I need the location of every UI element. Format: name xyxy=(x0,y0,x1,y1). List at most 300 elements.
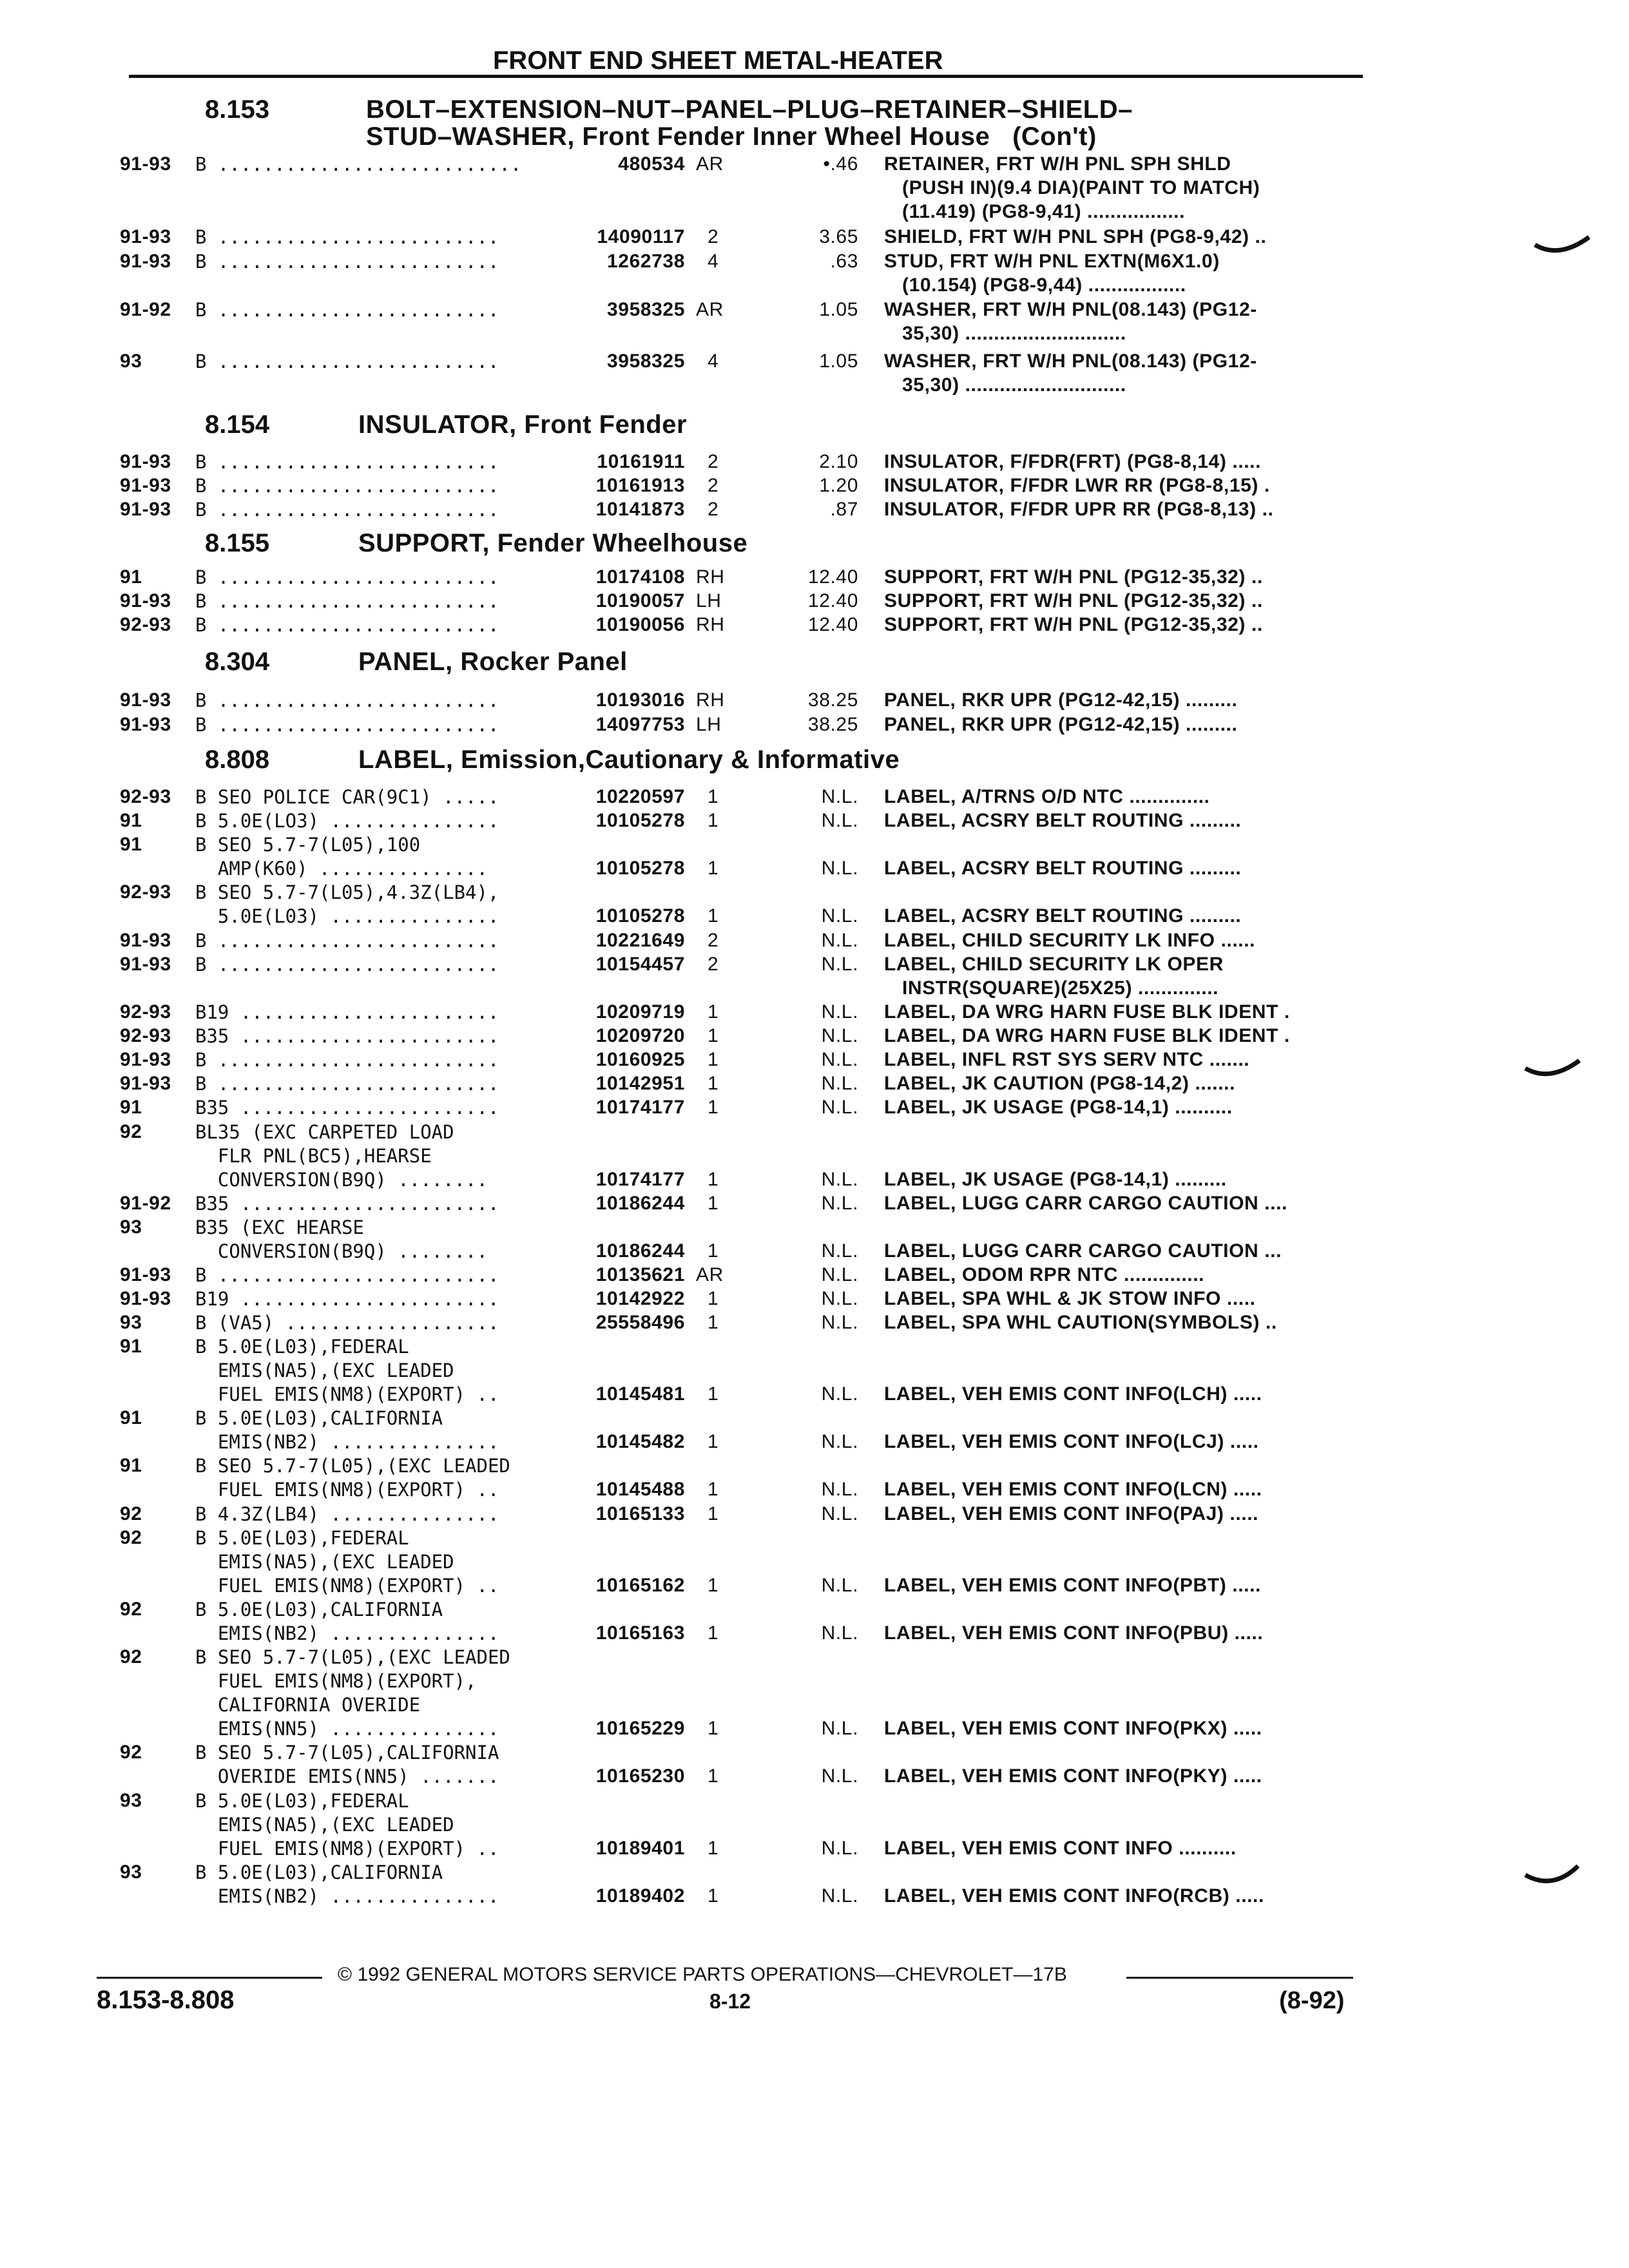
part-row xyxy=(0,786,1629,810)
part-row xyxy=(0,1073,1629,1097)
quantity: 4 xyxy=(708,251,719,272)
part-description: SHIELD, FRT W/H PNL SPH (PG8-9,42) .. xyxy=(884,226,1267,247)
part-row xyxy=(0,226,1629,250)
part-description: LABEL, VEH EMIS CONT INFO(LCN) ..... xyxy=(884,1479,1262,1500)
part-row xyxy=(0,1121,1629,1193)
section-number: 8.153 xyxy=(205,95,270,124)
section-number: 8.304 xyxy=(205,648,270,676)
part-description: LABEL, VEH EMIS CONT INFO(LCJ) ..... xyxy=(884,1431,1259,1452)
model-year: 91-93 xyxy=(120,1073,171,1094)
list-price: 3.65 xyxy=(819,226,858,247)
part-row xyxy=(0,1288,1629,1312)
usage-text: B35 ....................... xyxy=(195,1193,499,1215)
footer-rule-left xyxy=(97,1977,322,1979)
quantity: 1 xyxy=(708,1097,719,1118)
section-number: 8.155 xyxy=(205,529,270,557)
part-description: RETAINER, FRT W/H PNL SPH SHLD xyxy=(884,153,1231,175)
model-year: 91 xyxy=(120,834,142,855)
part-number: 3958325 xyxy=(607,351,685,372)
part-number: 10221649 xyxy=(595,930,685,951)
quantity: 1 xyxy=(708,1622,719,1644)
usage-text: B ......................... xyxy=(195,475,499,497)
part-row xyxy=(0,930,1629,954)
usage-text: B SEO 5.7-7(L05),(EXC LEADED xyxy=(195,1455,510,1477)
part-number: 10141873 xyxy=(595,499,685,520)
usage-text: B SEO 5.7-7(L05),100 xyxy=(195,834,421,856)
quantity: RH xyxy=(696,614,725,635)
part-number: 10135621 xyxy=(595,1264,685,1285)
model-year: 92 xyxy=(120,1742,142,1763)
part-number: 1262738 xyxy=(607,251,685,272)
section-title: INSULATOR, Front Fender xyxy=(358,410,688,439)
list-price: 12.40 xyxy=(807,566,858,588)
list-price: N.L. xyxy=(821,1479,858,1500)
quantity: 1 xyxy=(708,1049,719,1070)
part-description: LABEL, SPA WHL CAUTION(SYMBOLS) .. xyxy=(884,1312,1277,1333)
usage-text: BL35 (EXC CARPETED LOAD xyxy=(195,1121,454,1143)
model-year: 91-92 xyxy=(120,299,171,320)
list-price: N.L. xyxy=(821,1575,858,1596)
part-description: LABEL, ODOM RPR NTC .............. xyxy=(884,1264,1205,1285)
list-price: N.L. xyxy=(821,1049,858,1070)
quantity: 1 xyxy=(708,1240,719,1262)
quantity: 1 xyxy=(708,1503,719,1524)
model-year: 91-93 xyxy=(120,226,171,247)
quantity: 1 xyxy=(708,1169,719,1190)
model-year: 91-93 xyxy=(120,451,171,472)
part-description: LABEL, DA WRG HARN FUSE BLK IDENT . xyxy=(884,1001,1290,1023)
usage-text: B ......................... xyxy=(195,1073,499,1095)
list-price: N.L. xyxy=(821,1622,858,1644)
part-description: LABEL, VEH EMIS CONT INFO .......... xyxy=(884,1838,1237,1859)
model-year: 91 xyxy=(120,1407,142,1428)
part-number: 10174177 xyxy=(595,1169,685,1190)
model-year: 92 xyxy=(120,1503,142,1524)
part-description: INSTR(SQUARE)(25X25) .............. xyxy=(902,977,1219,999)
usage-text: EMIS(NB2) ............... xyxy=(195,1885,499,1907)
part-number: 10189401 xyxy=(595,1838,685,1859)
header-rule xyxy=(129,75,1363,78)
model-year: 93 xyxy=(120,1861,142,1883)
usage-text: FUEL EMIS(NM8)(EXPORT) .. xyxy=(195,1575,499,1597)
usage-text: B ......................... xyxy=(195,954,499,975)
part-number: 10154457 xyxy=(595,954,685,975)
list-price: 12.40 xyxy=(807,614,858,635)
usage-text: B ......................... xyxy=(195,614,499,636)
list-price: N.L. xyxy=(821,1169,858,1190)
part-number: 10105278 xyxy=(595,858,685,879)
quantity: 1 xyxy=(708,1838,719,1859)
part-row xyxy=(0,1455,1629,1503)
quantity: 1 xyxy=(708,1312,719,1333)
model-year: 91-93 xyxy=(120,251,171,272)
model-year: 92-93 xyxy=(120,1025,171,1046)
part-row xyxy=(0,954,1629,1001)
usage-text: EMIS(NA5),(EXC LEADED xyxy=(195,1360,454,1381)
part-number: 10193016 xyxy=(595,689,685,711)
part-description: 35,30) ............................ xyxy=(902,374,1126,396)
part-row xyxy=(0,834,1629,881)
section-number: 8.154 xyxy=(205,410,270,439)
part-number: 10142951 xyxy=(595,1073,685,1094)
quantity: 1 xyxy=(708,858,719,879)
usage-text: EMIS(NB2) ............... xyxy=(195,1431,499,1453)
quantity: 1 xyxy=(708,1479,719,1500)
usage-text: FUEL EMIS(NM8)(EXPORT), xyxy=(195,1670,477,1692)
part-number: 10186244 xyxy=(595,1240,685,1262)
list-price: N.L. xyxy=(821,1838,858,1859)
usage-text: AMP(K60) ............... xyxy=(195,858,488,879)
page-header: FRONT END SHEET METAL-HEATER xyxy=(493,46,943,75)
part-row xyxy=(0,689,1629,713)
usage-text: B ........................... xyxy=(195,153,522,175)
quantity: RH xyxy=(696,689,725,711)
model-year: 91-93 xyxy=(120,1288,171,1309)
list-price: N.L. xyxy=(821,1193,858,1214)
quantity: 1 xyxy=(708,1073,719,1094)
quantity: 2 xyxy=(708,451,719,472)
part-number: 10161913 xyxy=(595,475,685,496)
part-description: LABEL, VEH EMIS CONT INFO(RCB) ..... xyxy=(884,1885,1264,1907)
usage-text: OVERIDE EMIS(NN5) ....... xyxy=(195,1765,499,1787)
part-row xyxy=(0,1646,1629,1742)
usage-text: B ......................... xyxy=(195,251,499,273)
quantity: 1 xyxy=(708,905,719,927)
part-number: 10145482 xyxy=(595,1431,685,1452)
section-number: 8.808 xyxy=(205,745,270,774)
quantity: RH xyxy=(696,566,725,588)
usage-text: B19 ....................... xyxy=(195,1288,499,1310)
model-year: 93 xyxy=(120,1216,142,1238)
usage-text: B 5.0E(L03),FEDERAL xyxy=(195,1790,409,1812)
part-number: 10165230 xyxy=(595,1765,685,1787)
list-price: N.L. xyxy=(821,1264,858,1285)
part-description: PANEL, RKR UPR (PG12-42,15) ......... xyxy=(884,714,1238,735)
section-title-continued: STUD–WASHER, Front Fender Inner Wheel House (Con't) xyxy=(366,122,1097,151)
model-year: 91 xyxy=(120,566,142,588)
usage-text: B ......................... xyxy=(195,1264,499,1286)
list-price: N.L. xyxy=(821,930,858,951)
part-description: LABEL, VEH EMIS CONT INFO(PBT) ..... xyxy=(884,1575,1261,1596)
scan-bracket-mark xyxy=(1534,232,1592,264)
part-description: LABEL, LUGG CARR CARGO CAUTION ... xyxy=(884,1240,1282,1262)
part-number: 10189402 xyxy=(595,1885,685,1907)
part-number: 10165163 xyxy=(595,1622,685,1644)
usage-text: 5.0E(L03) ............... xyxy=(195,905,499,927)
part-description: LABEL, DA WRG HARN FUSE BLK IDENT . xyxy=(884,1025,1290,1046)
part-description: WASHER, FRT W/H PNL(08.143) (PG12- xyxy=(884,299,1257,320)
quantity: LH xyxy=(696,590,722,611)
list-price: N.L. xyxy=(821,954,858,975)
list-price: N.L. xyxy=(821,1001,858,1023)
quantity: 4 xyxy=(708,351,719,372)
usage-text: B19 ....................... xyxy=(195,1001,499,1023)
part-number: 10209719 xyxy=(595,1001,685,1023)
model-year: 91-93 xyxy=(120,954,171,975)
part-number: 10105278 xyxy=(595,905,685,927)
part-row xyxy=(0,1049,1629,1073)
usage-text: B35 ....................... xyxy=(195,1097,499,1119)
model-year: 92-93 xyxy=(120,1001,171,1023)
usage-text: B ......................... xyxy=(195,351,499,372)
part-description: SUPPORT, FRT W/H PNL (PG12-35,32) .. xyxy=(884,614,1263,635)
part-row xyxy=(0,1097,1629,1120)
part-description: (PUSH IN)(9.4 DIA)(PAINT TO MATCH) xyxy=(902,177,1260,198)
part-description: INSULATOR, F/FDR(FRT) (PG8-8,14) ..... xyxy=(884,451,1262,472)
usage-text: B ......................... xyxy=(195,930,499,952)
list-price: N.L. xyxy=(821,1765,858,1787)
part-description: LABEL, VEH EMIS CONT INFO(PAJ) ..... xyxy=(884,1503,1259,1524)
usage-text: B ......................... xyxy=(195,451,499,473)
list-price: 2.10 xyxy=(819,451,858,472)
usage-text: B ......................... xyxy=(195,1049,499,1071)
part-number: 14090117 xyxy=(597,226,685,247)
part-number: 10190056 xyxy=(595,614,685,635)
part-description: SUPPORT, FRT W/H PNL (PG12-35,32) .. xyxy=(884,590,1263,611)
part-description: LABEL, CHILD SECURITY LK OPER xyxy=(884,954,1224,975)
part-number: 14097753 xyxy=(595,714,685,735)
part-row xyxy=(0,1790,1629,1861)
quantity: 1 xyxy=(708,1718,719,1739)
part-description: LABEL, INFL RST SYS SERV NTC ....... xyxy=(884,1049,1250,1070)
part-description: LABEL, JK CAUTION (PG8-14,2) ....... xyxy=(884,1073,1236,1094)
part-row xyxy=(0,251,1629,298)
list-price: N.L. xyxy=(821,786,858,807)
list-price: .87 xyxy=(830,499,858,520)
part-row xyxy=(0,1742,1629,1789)
model-year: 92 xyxy=(120,1121,142,1142)
part-description: LABEL, ACSRY BELT ROUTING ......... xyxy=(884,858,1242,879)
part-number: 10209720 xyxy=(595,1025,685,1046)
list-price: N.L. xyxy=(821,1312,858,1333)
list-price: N.L. xyxy=(821,810,858,831)
quantity: 2 xyxy=(708,954,719,975)
part-description: INSULATOR, F/FDR LWR RR (PG8-8,15) . xyxy=(884,475,1270,496)
list-price: N.L. xyxy=(821,1503,858,1524)
part-row xyxy=(0,153,1629,225)
list-price: N.L. xyxy=(821,1383,858,1405)
list-price: N.L. xyxy=(821,1025,858,1046)
model-year: 91-93 xyxy=(120,499,171,520)
model-year: 91 xyxy=(120,1455,142,1476)
quantity: AR xyxy=(696,153,724,175)
usage-text: B 5.0E(L03),FEDERAL xyxy=(195,1336,409,1358)
model-year: 91-93 xyxy=(120,1049,171,1070)
usage-text: EMIS(NA5),(EXC LEADED xyxy=(195,1814,454,1836)
quantity: 2 xyxy=(708,475,719,496)
part-description: WASHER, FRT W/H PNL(08.143) (PG12- xyxy=(884,351,1257,372)
model-year: 92 xyxy=(120,1527,142,1548)
usage-text: CONVERSION(B9Q) ........ xyxy=(195,1240,488,1262)
section-title: BOLT–EXTENSION–NUT–PANEL–PLUG–RETAINER–SHIELD– xyxy=(366,95,1133,124)
footer-copyright: © 1992 GENERAL MOTORS SERVICE PARTS OPERATIONS—CHEVROLET—17B xyxy=(338,1964,1067,1985)
part-description: LABEL, JK USAGE (PG8-14,1) ......... xyxy=(884,1169,1227,1190)
part-row xyxy=(0,714,1629,738)
usage-text: EMIS(NN5) ............... xyxy=(195,1718,499,1740)
usage-text: B ......................... xyxy=(195,714,499,736)
usage-text: FUEL EMIS(NM8)(EXPORT) .. xyxy=(195,1838,499,1860)
part-number: 10142922 xyxy=(595,1288,685,1309)
list-price: .63 xyxy=(830,251,858,272)
part-row xyxy=(0,351,1629,398)
usage-text: B ......................... xyxy=(195,299,499,321)
part-number: 10145488 xyxy=(595,1479,685,1500)
quantity: 1 xyxy=(708,786,719,807)
part-number: 10220597 xyxy=(595,786,685,807)
usage-text: EMIS(NA5),(EXC LEADED xyxy=(195,1551,454,1573)
list-price: N.L. xyxy=(821,1240,858,1262)
scan-bracket-mark xyxy=(1524,1862,1582,1901)
part-row xyxy=(0,1527,1629,1599)
part-description: (10.154) (PG8-9,44) ................. xyxy=(902,274,1186,296)
usage-text: B 5.0E(L03),CALIFORNIA xyxy=(195,1599,443,1620)
usage-text: B35 (EXC HEARSE xyxy=(195,1216,364,1238)
list-price: N.L. xyxy=(821,1718,858,1739)
model-year: 93 xyxy=(120,1312,142,1333)
part-row xyxy=(0,1312,1629,1336)
usage-text: B ......................... xyxy=(195,226,499,248)
usage-text: FUEL EMIS(NM8)(EXPORT) .. xyxy=(195,1479,499,1501)
part-row xyxy=(0,566,1629,590)
part-row xyxy=(0,1216,1629,1264)
part-number: 480534 xyxy=(618,153,685,175)
usage-text: B35 ....................... xyxy=(195,1025,499,1047)
part-description: LABEL, A/TRNS O/D NTC .............. xyxy=(884,786,1210,807)
part-description: 35,30) ............................ xyxy=(902,323,1126,344)
part-description: (11.419) (PG8-9,41) ................. xyxy=(902,201,1186,222)
part-description: LABEL, ACSRY BELT ROUTING ......... xyxy=(884,905,1242,927)
part-row xyxy=(0,1861,1629,1909)
model-year: 91-93 xyxy=(120,153,171,175)
part-number: 10165133 xyxy=(595,1503,685,1524)
part-number: 10174177 xyxy=(595,1097,685,1118)
footer-date: (8-92) xyxy=(1279,1987,1345,2014)
usage-text: B 5.0E(L03),CALIFORNIA xyxy=(195,1407,443,1429)
part-row xyxy=(0,475,1629,499)
part-number: 10186244 xyxy=(595,1193,685,1214)
list-price: N.L. xyxy=(821,1288,858,1309)
usage-text: B SEO 5.7-7(L05),(EXC LEADED xyxy=(195,1646,510,1668)
part-row xyxy=(0,299,1629,347)
quantity: 1 xyxy=(708,1765,719,1787)
quantity: 2 xyxy=(708,226,719,247)
list-price: N.L. xyxy=(821,1431,858,1452)
part-description: STUD, FRT W/H PNL EXTN(M6X1.0) xyxy=(884,251,1220,272)
usage-text: B (VA5) ................... xyxy=(195,1312,499,1334)
part-description: LABEL, CHILD SECURITY LK INFO ...... xyxy=(884,930,1256,951)
quantity: 1 xyxy=(708,1001,719,1023)
part-number: 10145481 xyxy=(595,1383,685,1405)
scan-bracket-mark xyxy=(1524,1057,1582,1089)
model-year: 92-93 xyxy=(120,786,171,807)
list-price: N.L. xyxy=(821,1073,858,1094)
quantity: 1 xyxy=(708,1383,719,1405)
quantity: AR xyxy=(696,1264,724,1285)
usage-text: CONVERSION(B9Q) ........ xyxy=(195,1169,488,1191)
model-year: 91-93 xyxy=(120,1264,171,1285)
list-price: 38.25 xyxy=(807,689,858,711)
usage-text: B 5.0E(LO3) ............... xyxy=(195,810,499,832)
model-year: 93 xyxy=(120,351,142,372)
part-row xyxy=(0,1025,1629,1049)
model-year: 92-93 xyxy=(120,881,171,903)
model-year: 91-92 xyxy=(120,1193,171,1214)
part-description: LABEL, JK USAGE (PG8-14,1) .......... xyxy=(884,1097,1233,1118)
part-row xyxy=(0,1264,1629,1288)
usage-text: B SEO 5.7-7(L05),4.3Z(LB4), xyxy=(195,881,499,903)
quantity: 1 xyxy=(708,810,719,831)
part-description: LABEL, SPA WHL & JK STOW INFO ..... xyxy=(884,1288,1256,1309)
usage-text: EMIS(NB2) ............... xyxy=(195,1622,499,1644)
model-year: 91-93 xyxy=(120,714,171,735)
usage-text: B ......................... xyxy=(195,566,499,588)
part-row xyxy=(0,1599,1629,1646)
quantity: 1 xyxy=(708,1193,719,1214)
quantity: 2 xyxy=(708,499,719,520)
part-row xyxy=(0,1336,1629,1407)
section-title: SUPPORT, Fender Wheelhouse xyxy=(358,529,748,557)
part-row xyxy=(0,1407,1629,1455)
model-year: 91 xyxy=(120,1097,142,1118)
part-number: 10160925 xyxy=(595,1049,685,1070)
part-number: 3958325 xyxy=(607,299,685,320)
part-number: 10174108 xyxy=(595,566,685,588)
quantity: 1 xyxy=(708,1885,719,1907)
part-row xyxy=(0,499,1629,523)
quantity: 1 xyxy=(708,1575,719,1596)
part-row xyxy=(0,451,1629,475)
footer-page-number: 8-12 xyxy=(709,1990,751,2013)
section-title: LABEL, Emission,Cautionary & Informative xyxy=(358,745,900,774)
list-price: 38.25 xyxy=(807,714,858,735)
usage-text: B 5.0E(L03),FEDERAL xyxy=(195,1527,409,1549)
part-number: 10161911 xyxy=(597,451,685,472)
quantity: 1 xyxy=(708,1288,719,1309)
part-description: LABEL, LUGG CARR CARGO CAUTION .... xyxy=(884,1193,1287,1214)
model-year: 93 xyxy=(120,1790,142,1811)
list-price: N.L. xyxy=(821,1097,858,1118)
list-price: 1.05 xyxy=(819,299,858,320)
part-description: PANEL, RKR UPR (PG12-42,15) ......... xyxy=(884,689,1238,711)
part-row xyxy=(0,590,1629,614)
model-year: 91 xyxy=(120,1336,142,1357)
part-row xyxy=(0,1503,1629,1527)
part-description: LABEL, VEH EMIS CONT INFO(PKY) ..... xyxy=(884,1765,1262,1787)
list-price: N.L. xyxy=(821,858,858,879)
model-year: 91-93 xyxy=(120,590,171,611)
footer-section-range: 8.153-8.808 xyxy=(97,1986,235,2014)
list-price: 12.40 xyxy=(807,590,858,611)
usage-text: CALIFORNIA OVERIDE xyxy=(195,1694,421,1716)
usage-text: FUEL EMIS(NM8)(EXPORT) .. xyxy=(195,1383,499,1405)
part-description: LABEL, VEH EMIS CONT INFO(PBU) ..... xyxy=(884,1622,1264,1644)
part-number: 10190057 xyxy=(595,590,685,611)
part-row xyxy=(0,810,1629,834)
part-description: INSULATOR, F/FDR UPR RR (PG8-8,13) .. xyxy=(884,499,1274,520)
section-title: PANEL, Rocker Panel xyxy=(358,648,628,676)
part-number: 10105278 xyxy=(595,810,685,831)
list-price: N.L. xyxy=(821,905,858,927)
part-description: LABEL, VEH EMIS CONT INFO(PKX) ..... xyxy=(884,1718,1262,1739)
list-price: 1.05 xyxy=(819,351,858,372)
part-description: LABEL, VEH EMIS CONT INFO(LCH) ..... xyxy=(884,1383,1262,1405)
usage-text: B 5.0E(L03),CALIFORNIA xyxy=(195,1861,443,1883)
model-year: 91-93 xyxy=(120,475,171,496)
part-description: LABEL, ACSRY BELT ROUTING ......... xyxy=(884,810,1242,831)
quantity: AR xyxy=(696,299,724,320)
footer-rule-right xyxy=(1126,1977,1353,1979)
usage-text: B SEO 5.7-7(L05),CALIFORNIA xyxy=(195,1742,499,1763)
